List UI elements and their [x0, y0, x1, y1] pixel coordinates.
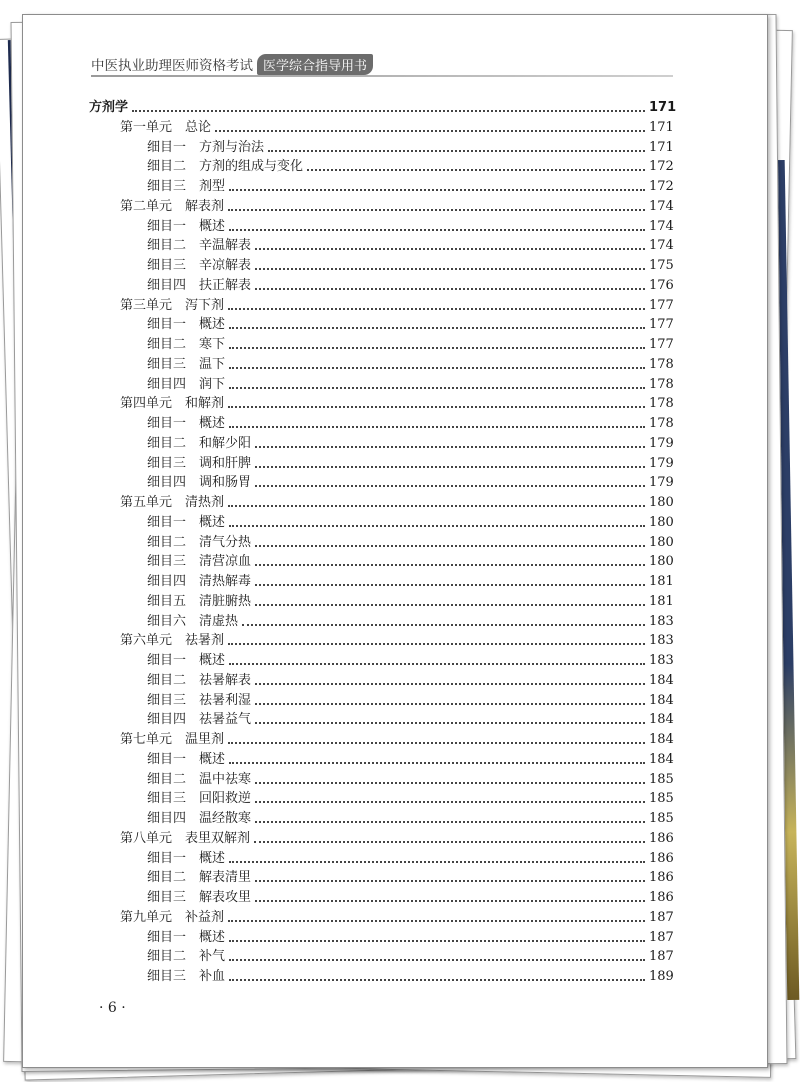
toc-entry-item	[147, 928, 674, 948]
toc-entry-item	[147, 849, 674, 869]
dot-leader	[254, 840, 645, 843]
toc-entry-item	[147, 552, 674, 572]
toc-entry-page: 185	[649, 771, 674, 787]
toc-entry-unit	[120, 296, 674, 316]
toc-entry-page: 184	[649, 751, 674, 767]
dot-leader	[255, 563, 645, 566]
dot-leader	[255, 287, 645, 290]
toc-entry-item	[147, 454, 674, 474]
toc-entry-page: 181	[649, 593, 674, 609]
toc-entry-item	[147, 236, 674, 256]
toc-entry-item	[147, 533, 674, 553]
dot-leader	[255, 603, 645, 606]
toc-entry-label: 细目一 概述	[147, 653, 226, 668]
dot-leader	[229, 326, 645, 329]
toc-entry-page: 187	[649, 909, 674, 925]
toc-entry-unit	[120, 394, 674, 414]
toc-entry-unit	[120, 197, 674, 217]
toc-entry-label: 第三单元 泻下剂	[120, 297, 225, 313]
toc-entry-page: 172	[649, 179, 674, 194]
toc-entry-page: 175	[649, 258, 674, 273]
toc-entry-page: 174	[649, 198, 674, 214]
toc-entry-label: 细目四 扶正解表	[147, 277, 252, 293]
toc-entry-page: 185	[649, 811, 674, 826]
toc-entry-unit	[120, 908, 674, 928]
dot-leader	[228, 919, 645, 922]
dot-leader	[229, 346, 645, 349]
toc-entry-page: 184	[649, 692, 674, 708]
toc-entry-page: 171	[649, 139, 674, 155]
toc-entry-label: 细目二 方剂的组成与变化	[147, 159, 304, 175]
header-rule	[91, 75, 673, 77]
toc-entry-item	[147, 671, 674, 691]
toc-entry-item	[147, 947, 674, 967]
dot-leader	[255, 247, 645, 250]
toc-entry-label: 细目一 概述	[147, 929, 226, 945]
dot-leader	[228, 642, 645, 645]
toc-entry-page: 186	[649, 830, 674, 846]
toc-entry-item	[147, 612, 674, 632]
toc-entry-item	[147, 592, 674, 612]
toc-entry-item	[147, 789, 674, 809]
toc-entry-unit	[120, 118, 674, 138]
toc-entry-page: 179	[649, 455, 674, 471]
toc-entry-label: 细目四 祛暑益气	[147, 712, 252, 728]
toc-entry-item	[147, 710, 674, 730]
dot-leader	[229, 662, 645, 665]
toc-entry-page: 186	[649, 890, 674, 905]
toc-entry-item	[147, 967, 674, 987]
toc-entry-label: 细目二 祛暑解表	[147, 672, 252, 688]
toc-entry-page: 184	[649, 672, 674, 688]
toc-entry-item	[147, 276, 674, 296]
toc-entry-page: 184	[649, 712, 674, 728]
toc-entry-item	[147, 177, 674, 197]
dot-leader	[229, 228, 645, 231]
toc-entry-label: 细目二 寒下	[147, 337, 226, 352]
toc-entry-label: 细目一 概述	[147, 317, 226, 333]
toc-entry-item	[147, 434, 674, 454]
toc-entry-label: 细目四 调和肠胃	[147, 475, 252, 491]
toc-entry-label: 第八单元 表里双解剂	[120, 830, 251, 846]
dot-leader	[229, 939, 645, 942]
toc-entry-label: 细目一 方剂与治法	[147, 139, 265, 155]
toc-entry-label: 细目一 概述	[147, 416, 226, 431]
toc-entry-page: 185	[649, 791, 674, 807]
dot-leader	[229, 386, 645, 389]
toc-entry-page: 172	[649, 159, 674, 175]
dot-leader	[229, 958, 645, 961]
toc-entry-label: 细目三 补血	[147, 969, 226, 984]
toc-entry-item	[147, 335, 674, 355]
toc-entry-label: 细目六 清虚热	[147, 613, 239, 629]
toc-entry-label: 细目一 概述	[147, 751, 226, 767]
toc-entry-page: 179	[649, 475, 674, 491]
toc-entry-page: 186	[649, 870, 674, 886]
toc-entry-page: 177	[649, 337, 674, 352]
toc-entry-label: 细目二 补气	[147, 949, 226, 965]
toc-entry-label: 细目三 辛凉解表	[147, 258, 252, 273]
dot-leader	[132, 109, 645, 112]
toc-entry-page: 174	[649, 238, 674, 254]
toc-entry-unit	[120, 631, 674, 651]
page-number: · 6 ·	[99, 1000, 126, 1016]
toc-entry-label: 细目三 调和肝脾	[147, 455, 252, 471]
toc-entry-label: 细目三 剂型	[147, 179, 226, 194]
toc-entry-label: 细目三 解表攻里	[147, 890, 252, 905]
dot-leader	[228, 405, 645, 408]
dot-leader	[255, 879, 645, 882]
toc-entry-item	[147, 414, 674, 434]
dot-leader	[242, 623, 645, 626]
toc-entry-page: 180	[649, 514, 674, 530]
toc-entry-item	[147, 138, 674, 158]
toc-entry-item	[147, 750, 674, 770]
toc-entry-page: 181	[649, 574, 674, 589]
toc-entry-unit	[120, 493, 674, 513]
toc-entry-label: 第四单元 和解剂	[120, 396, 225, 412]
toc-entry-page: 186	[649, 850, 674, 866]
toc-entry-item	[147, 691, 674, 711]
toc-entry-label: 细目二 温中祛寒	[147, 771, 252, 787]
dot-leader	[228, 307, 645, 310]
dot-leader	[307, 168, 645, 171]
dot-leader	[255, 820, 645, 823]
toc-entry-label: 细目三 祛暑利湿	[147, 692, 252, 708]
toc-entry-item	[147, 355, 674, 375]
toc-entry-page: 183	[649, 613, 674, 629]
dot-leader	[255, 682, 645, 685]
toc-entry-page: 189	[649, 969, 674, 984]
toc-entry-page: 174	[649, 218, 674, 234]
toc-entry-label: 细目三 回阳救逆	[147, 791, 252, 807]
dot-leader	[255, 544, 645, 547]
toc-entry-label: 细目一 概述	[147, 218, 226, 234]
dot-leader	[229, 188, 645, 191]
toc-entry-page: 171	[649, 119, 674, 135]
toc-entry-item	[147, 513, 674, 533]
header-title: 中医执业助理医师资格考试	[91, 58, 253, 74]
toc-entry-label: 第五单元 清热剂	[120, 495, 225, 510]
dot-leader	[229, 524, 645, 527]
toc-entry-section	[89, 98, 677, 118]
toc-entry-item	[147, 315, 674, 335]
toc-entry-page: 178	[649, 376, 674, 392]
toc-entry-label: 第七单元 温里剂	[120, 732, 225, 747]
dot-leader	[255, 267, 645, 270]
toc-entry-label: 细目三 温下	[147, 356, 226, 372]
dot-leader	[255, 465, 645, 468]
toc-entry-label: 第一单元 总论	[120, 119, 212, 135]
toc-entry-page: 183	[649, 633, 674, 649]
toc-entry-page: 187	[649, 949, 674, 965]
toc-entry-label: 第九单元 补益剂	[120, 909, 225, 925]
toc-entry-label: 细目四 清热解毒	[147, 574, 252, 589]
toc-entry-page: 180	[649, 534, 674, 550]
toc-entry-item	[147, 770, 674, 790]
dot-leader	[229, 860, 645, 863]
header-badge: 医学综合指导用书	[257, 54, 373, 75]
toc-entry-page: 180	[649, 554, 674, 570]
toc-entry-item	[147, 868, 674, 888]
toc-entry-page: 179	[649, 435, 674, 451]
dot-leader	[255, 445, 645, 448]
toc-entry-label: 细目五 清脏腑热	[147, 593, 252, 609]
dot-leader	[228, 504, 645, 507]
toc-entry-unit	[120, 829, 674, 849]
toc-entry-item	[147, 157, 674, 177]
dot-leader	[255, 583, 645, 586]
toc-entry-page: 183	[649, 653, 674, 668]
toc-entry-item	[147, 256, 674, 276]
toc-entry-label: 第六单元 祛暑剂	[120, 633, 225, 649]
toc-entry-label: 细目四 润下	[147, 376, 226, 392]
dot-leader	[255, 702, 645, 705]
toc-entry-item	[147, 888, 674, 908]
toc-entry-label: 细目四 温经散寒	[147, 811, 252, 826]
toc-entry-label: 细目二 清气分热	[147, 534, 252, 550]
dot-leader	[229, 425, 645, 428]
toc-entry-page: 180	[649, 495, 674, 510]
dot-leader	[268, 149, 645, 152]
toc-entry-page: 178	[649, 356, 674, 372]
dot-leader	[229, 761, 645, 764]
toc-entry-label: 细目一 概述	[147, 514, 226, 530]
dot-leader	[229, 978, 645, 981]
dot-leader	[255, 484, 645, 487]
dot-leader	[215, 129, 645, 132]
toc-entry-page: 176	[649, 277, 674, 293]
running-header	[91, 53, 373, 75]
toc-entry-page: 178	[649, 396, 674, 412]
toc-entry-label: 细目二 和解少阳	[147, 435, 252, 451]
dot-leader	[229, 366, 645, 369]
dot-leader	[255, 899, 645, 902]
toc-entry-item	[147, 375, 674, 395]
toc-entry-item	[147, 809, 674, 829]
toc-entry-item	[147, 651, 674, 671]
dot-leader	[255, 781, 645, 784]
toc-entry-label: 细目一 概述	[147, 850, 226, 866]
toc-entry-label: 细目二 辛温解表	[147, 238, 252, 254]
toc-entry-page: 177	[649, 317, 674, 333]
toc-entry-label: 方剂学	[89, 100, 129, 115]
toc-entry-page: 171	[649, 100, 677, 115]
toc-entry-item	[147, 572, 674, 592]
dot-leader	[228, 741, 645, 744]
toc-entry-label: 细目二 解表清里	[147, 870, 252, 886]
toc-entry-label: 第二单元 解表剂	[120, 198, 225, 214]
toc-entry-page: 177	[649, 297, 674, 313]
toc-entry-item	[147, 473, 674, 493]
toc-entry-page: 184	[649, 732, 674, 747]
toc-entry-label: 细目三 清营凉血	[147, 554, 252, 570]
document-page	[22, 14, 768, 1068]
toc-entry-page: 178	[649, 416, 674, 431]
toc-entry-page: 187	[649, 929, 674, 945]
toc-entry-item	[147, 217, 674, 237]
toc-entry-unit	[120, 730, 674, 750]
dot-leader	[255, 800, 645, 803]
dot-leader	[255, 721, 645, 724]
dot-leader	[228, 208, 645, 211]
